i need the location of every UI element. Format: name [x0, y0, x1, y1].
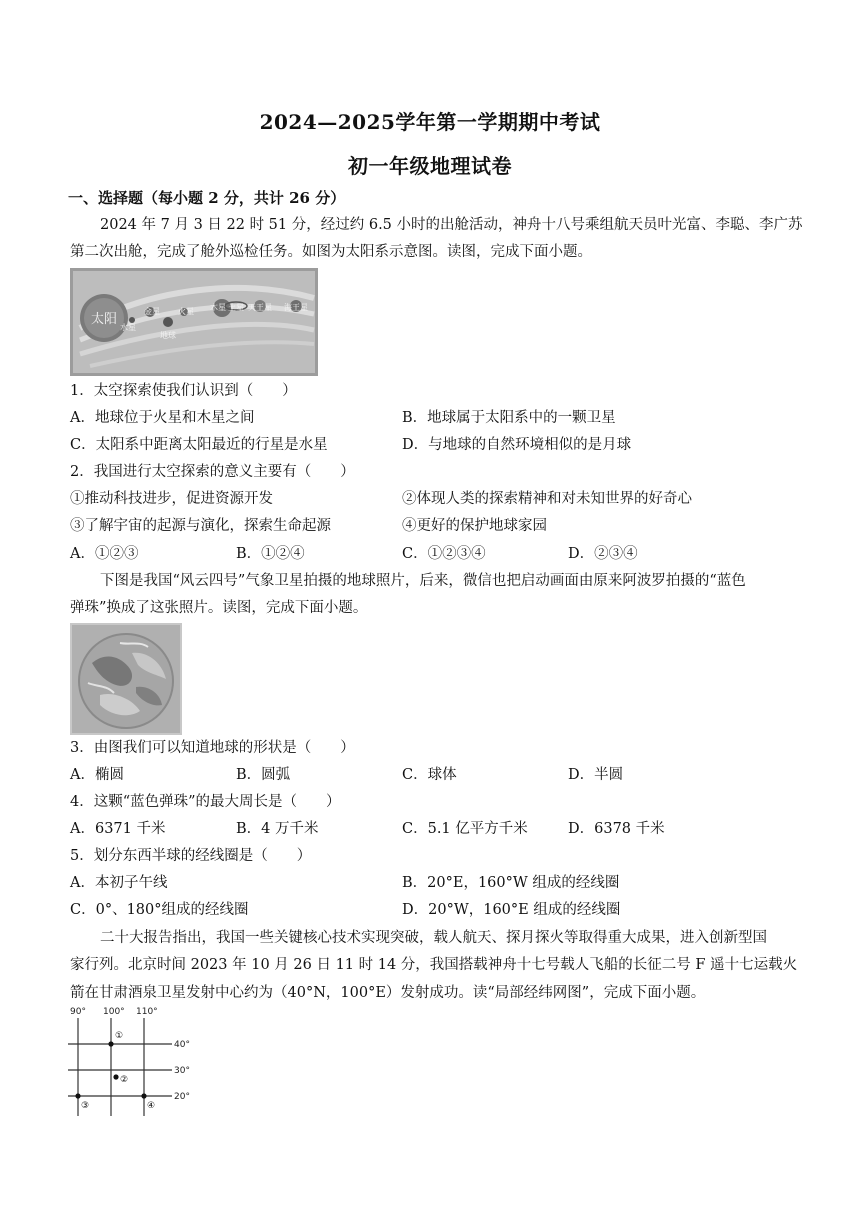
question-5-option-a[interactable]: A．本初子午线	[70, 875, 168, 891]
question-3-option-a[interactable]: A．椭圆	[70, 767, 124, 783]
lon-label-90: 90°	[70, 1007, 86, 1017]
intro1-line1: 2024 年 7 月 3 日 22 时 51 分，经过约 6.5 小时的出舱活动，神舟十八号乘组航天员叶光富、李聪、李广苏	[100, 217, 803, 233]
intro3-line3: 箭在甘肃酒泉卫星发射中心约为（40°N，100°E）发射成功。读“局部经纬网图”，完成下面小题。	[70, 985, 706, 1001]
grid-point-1-label: ①	[115, 1031, 124, 1041]
question-3-option-d[interactable]: D．半圆	[568, 767, 624, 783]
question-4-option-a[interactable]: A．6371 千米	[70, 821, 166, 837]
lat-lon-grid-figure	[66, 1004, 196, 1120]
question-3-stem: 3．由图我们可以知道地球的形状是（ ）	[70, 740, 355, 756]
question-3-option-b[interactable]: B．圆弧	[236, 767, 291, 783]
grid-point-4-label: ④	[147, 1101, 156, 1111]
question-2-statement-1: ①推动科技进步，促进资源开发	[70, 491, 273, 507]
question-1-option-d[interactable]: D．与地球的自然环境相似的是月球	[402, 437, 632, 453]
sun-label: 太阳	[90, 312, 118, 327]
question-5-option-c[interactable]: C．0°、180°组成的经线圈	[70, 902, 249, 918]
lat-lon-grid-image	[66, 1004, 196, 1120]
grid-point-3	[75, 1093, 80, 1098]
question-4-option-b[interactable]: B．4 万千米	[236, 821, 319, 837]
lat-label-20: 20°	[174, 1092, 190, 1102]
intro2-line2: 弹珠”换成了这张照片。读图，完成下面小题。	[70, 600, 368, 616]
question-1-option-b[interactable]: B．地球属于太阳系中的一颗卫星	[402, 410, 616, 426]
grid-point-2	[113, 1074, 118, 1079]
question-1-stem: 1．太空探索使我们认识到（ ）	[70, 383, 297, 399]
planet-mars-label: 火星	[178, 307, 194, 316]
section-heading: 一、选择题（每小题 2 分，共计 26 分）	[68, 189, 346, 207]
planet-uranus-label: 天王星	[248, 303, 272, 312]
grid-point-1	[108, 1041, 113, 1046]
grid-point-2-label: ②	[120, 1075, 129, 1085]
solar-system-figure	[70, 268, 318, 376]
question-2-statement-2: ②体现人类的探索精神和对未知世界的好奇心	[402, 491, 692, 507]
planet-mercury-label: 水星	[120, 323, 136, 332]
question-5-option-b[interactable]: B．20°E，160°W 组成的经线圈	[402, 875, 620, 891]
planet-jupiter-label: 木星	[210, 303, 226, 312]
grid-point-3-label: ③	[81, 1101, 90, 1111]
planet-venus-label: 金星	[144, 307, 160, 316]
solar-system-image	[70, 268, 318, 376]
question-1-option-a[interactable]: A．地球位于火星和木星之间	[70, 410, 255, 426]
question-4-option-d[interactable]: D．6378 千米	[568, 821, 665, 837]
lon-label-110: 110°	[136, 1007, 158, 1017]
question-2-statement-3: ③了解宇宙的起源与演化，探索生命起源	[70, 518, 331, 534]
planet-earth-label: 地球	[160, 331, 176, 340]
question-1-option-c[interactable]: C．太阳系中距离太阳最近的行星是水星	[70, 437, 328, 453]
intro3-line1: 二十大报告指出，我国一些关键核心技术实现突破，载人航天、探月探火等取得重大成果，进入创新型国	[100, 930, 767, 946]
lon-label-100: 100°	[103, 1007, 125, 1017]
lat-label-40: 40°	[174, 1040, 190, 1050]
question-2-option-d[interactable]: D．②③④	[568, 546, 638, 562]
question-2-stem: 2．我国进行太空探索的意义主要有（ ）	[70, 464, 355, 480]
exam-subtitle: 初一年级地理试卷	[348, 154, 512, 178]
planet-neptune-label: 海王星	[284, 303, 308, 312]
earth-photo-image	[70, 623, 182, 735]
question-2-option-b[interactable]: B．①②④	[236, 546, 305, 562]
intro1-line2: 第二次出舱，完成了舱外巡检任务。如图为太阳系示意图。读图，完成下面小题。	[70, 244, 592, 260]
lat-label-30: 30°	[174, 1066, 190, 1076]
intro3-line2: 家行列。北京时间 2023 年 10 月 26 日 11 时 14 分，我国搭载神舟十七号载人飞船的长征二号 F 遥十七运载火	[70, 957, 798, 973]
grid-point-4	[141, 1093, 146, 1098]
earth-photo-figure	[70, 623, 182, 735]
question-3-option-c[interactable]: C．球体	[402, 767, 457, 783]
intro2-line1: 下图是我国“风云四号”气象卫星拍摄的地球照片，后来，微信也把启动画面由原来阿波罗拍摄的“蓝色	[100, 573, 746, 589]
planet-saturn-label: 土星	[228, 303, 244, 312]
question-2-option-c[interactable]: C．①②③④	[402, 546, 486, 562]
question-4-stem: 4．这颗“蓝色弹珠”的最大周长是（ ）	[70, 794, 341, 810]
question-5-option-d[interactable]: D．20°W，160°E 组成的经线圈	[402, 902, 621, 918]
question-4-option-c[interactable]: C．5.1 亿平方千米	[402, 821, 528, 837]
question-2-statement-4: ④更好的保护地球家园	[402, 518, 547, 534]
question-5-stem: 5．划分东西半球的经线圈是（ ）	[70, 848, 312, 864]
question-2-option-a[interactable]: A．①②③	[70, 546, 139, 562]
exam-title: 2024—2025学年第一学期期中考试	[259, 110, 601, 134]
